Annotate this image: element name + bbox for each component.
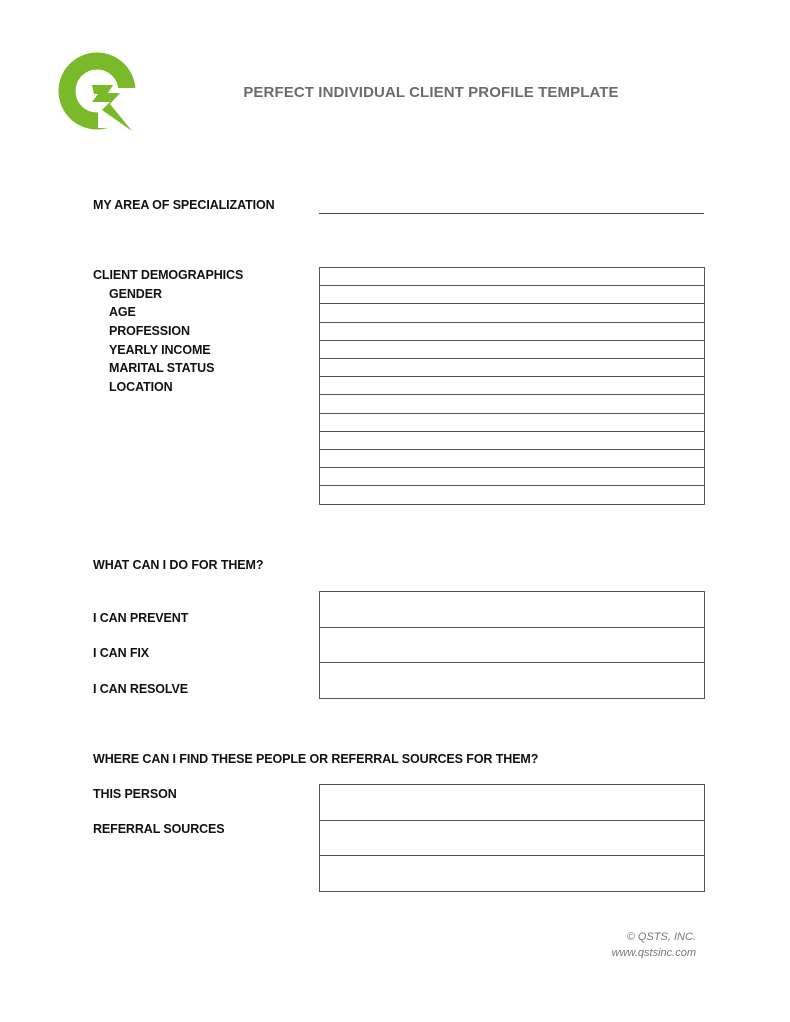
demographics-input-3[interactable] (320, 305, 704, 322)
demographics-input-2[interactable] (320, 287, 704, 304)
referral-sources-extra-row[interactable] (320, 856, 704, 892)
i-can-prevent-label: I CAN PREVENT (93, 611, 189, 625)
demographics-row-12[interactable] (320, 468, 704, 486)
demographics-input-9[interactable] (320, 414, 704, 431)
this-person-label: THIS PERSON (93, 787, 177, 801)
demographics-row-7[interactable] (320, 377, 704, 395)
demographics-input-7[interactable] (320, 378, 704, 395)
demographics-input-12[interactable] (320, 468, 704, 485)
i-can-prevent-input[interactable] (320, 592, 704, 627)
page-title: PERFECT INDIVIDUAL CLIENT PROFILE TEMPLATE (243, 84, 619, 101)
i-can-resolve-label: I CAN RESOLVE (93, 682, 189, 696)
demographics-row-5[interactable] (320, 341, 704, 359)
i-can-fix-input[interactable] (320, 628, 704, 663)
where-to-find-heading: WHERE CAN I FIND THESE PEOPLE OR REFERRAL SOURCES FOR THEM? (93, 752, 539, 766)
specialization-input-line[interactable] (319, 213, 704, 214)
what-can-i-do-heading: WHAT CAN I DO FOR THEM? (93, 558, 264, 572)
demographics-row-1[interactable] (320, 268, 704, 286)
demographics-row-10[interactable] (320, 432, 704, 450)
i-can-resolve-row[interactable] (320, 663, 704, 699)
demographics-input-1[interactable] (320, 268, 704, 285)
demographics-field-yearly-income: YEARLY INCOME (109, 343, 211, 357)
demographics-field-location: LOCATION (109, 380, 173, 394)
demographics-input-8[interactable] (320, 396, 704, 413)
demographics-field-gender: GENDER (109, 287, 162, 301)
demographics-row-4[interactable] (320, 323, 704, 341)
referral-sources-extra-input[interactable] (320, 856, 704, 891)
i-can-prevent-row[interactable] (320, 592, 704, 628)
referral-sources-row[interactable] (320, 821, 704, 857)
i-can-fix-row[interactable] (320, 628, 704, 664)
demographics-field-age: AGE (109, 305, 136, 319)
demographics-input-13[interactable] (320, 486, 704, 504)
demographics-row-11[interactable] (320, 450, 704, 468)
i-can-resolve-input[interactable] (320, 663, 704, 698)
demographics-row-8[interactable] (320, 395, 704, 413)
specialization-input[interactable] (319, 196, 704, 213)
where-to-find-table (319, 784, 705, 892)
footer-website-link[interactable]: www.qstsinc.com (611, 947, 696, 959)
demographics-table (319, 267, 705, 504)
i-can-fix-label: I CAN FIX (93, 646, 150, 660)
demographics-input-4[interactable] (320, 323, 704, 340)
demographics-row-6[interactable] (320, 359, 704, 377)
demographics-input-5[interactable] (320, 341, 704, 358)
demographics-field-marital-status: MARITAL STATUS (109, 361, 215, 375)
footer-copyright: © QSTS, INC. (626, 931, 696, 943)
specialization-label: MY AREA OF SPECIALIZATION (93, 198, 275, 212)
what-can-i-do-table (319, 591, 705, 699)
demographics-heading: CLIENT DEMOGRAPHICS (93, 268, 244, 282)
demographics-table-bottom-rule (319, 504, 705, 505)
referral-sources-input[interactable] (320, 821, 704, 856)
demographics-row-9[interactable] (320, 414, 704, 432)
demographics-input-6[interactable] (320, 359, 704, 376)
demographics-input-10[interactable] (320, 432, 704, 449)
demographics-input-11[interactable] (320, 450, 704, 467)
this-person-input[interactable] (320, 785, 704, 820)
this-person-row[interactable] (320, 785, 704, 821)
demographics-field-profession: PROFESSION (109, 324, 190, 338)
referral-sources-label: REFERRAL SOURCES (93, 822, 225, 836)
demographics-row-2[interactable] (320, 286, 704, 304)
demographics-row-3[interactable] (320, 304, 704, 322)
demographics-row-13[interactable] (320, 486, 704, 504)
